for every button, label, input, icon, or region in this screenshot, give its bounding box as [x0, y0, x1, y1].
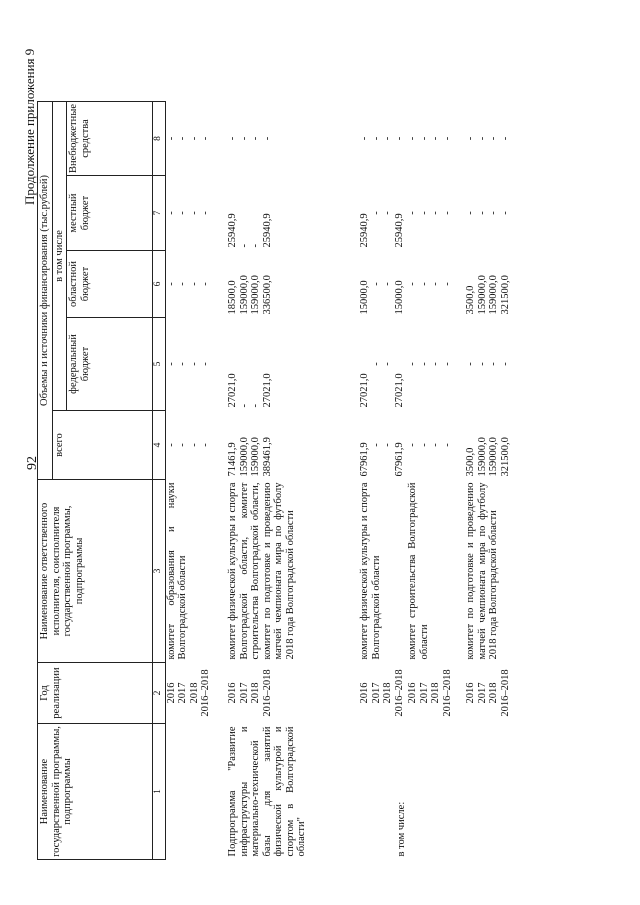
federal-values: 27021,0 - - 27021,0	[227, 373, 273, 408]
col-number: 3	[153, 480, 166, 663]
extra-values: - - - -	[359, 136, 405, 141]
total-values: 67961,9 - - 67961,9	[359, 442, 405, 477]
executor-cell: комитет физической культуры и спорта Волгоградской области, комитет строительства Волгоградской области, комитет по подготовке и проведению матчей чемпионата мира по футболу 2018 года Волгоградской области	[227, 482, 296, 660]
year-list: 2016 2017 2018 2016–2018	[465, 669, 511, 717]
header-local: местный бюджет	[67, 176, 153, 251]
table-row	[465, 102, 515, 860]
table-row	[165, 102, 227, 860]
header-program: Наименование государственной программы, подпрограммы	[38, 724, 153, 860]
col-number: 1	[153, 724, 166, 860]
regional-values: 18500,0 159000,0 159000,0 336500,0	[227, 275, 273, 315]
header-year: Год реализации	[38, 663, 153, 724]
total-values: - - - -	[165, 443, 211, 447]
local-values: - - - -	[407, 211, 453, 215]
extra-values: - - - -	[165, 136, 211, 141]
table-row	[227, 102, 359, 860]
local-values: 25940,9 - - 25940,9	[227, 213, 273, 248]
table-row	[407, 102, 465, 860]
federal-values: - - - -	[465, 362, 511, 366]
year-list: 2016 2017 2018 2016–2018	[227, 669, 273, 717]
col-number: 5	[153, 318, 166, 411]
table-row	[359, 102, 407, 860]
header-funding: Объемы и источники финансирования (тыс.рублей)	[38, 102, 53, 480]
local-values: - - - -	[165, 211, 211, 215]
total-values: 3500,0 159000,0 159000,0 321500,0	[465, 437, 511, 477]
federal-values: - - - -	[165, 362, 211, 366]
continuation-label: Продолжение приложения 9	[22, 48, 37, 205]
col-number: 7	[153, 176, 166, 251]
in-total-label: в том числе:	[395, 801, 407, 857]
regional-values: - - - -	[165, 282, 211, 286]
header-extra: Внебюджетные средства	[67, 102, 153, 176]
header-federal: федеральный бюджет	[67, 318, 153, 411]
executor-cell: комитет по подготовке и проведению матчей чемпионата мира по футболу 2018 года Волгоградской области	[465, 482, 499, 660]
year-list: 2016 2017 2018 2016–2018	[407, 669, 453, 717]
regional-values: 3500,0 159000,0 159000,0 321500,0	[465, 275, 511, 315]
federal-values: - - - -	[407, 362, 453, 366]
executor-cell: комитет физической культуры и спорта Волгоградской области	[359, 482, 382, 660]
col-number: 6	[153, 251, 166, 318]
col-number: 2	[153, 663, 166, 724]
local-values: 25940,9 - - 25940,9	[359, 211, 405, 248]
federal-values: 27021,0 - - 27021,0	[359, 362, 405, 408]
header-executor: Наименование ответственного исполнителя, соисполнителя государственной программы, подпрограммы	[38, 480, 153, 663]
executor-cell: комитет строительства Волгоградской области	[407, 482, 430, 660]
total-values: 71461,9 159000,0 159000,0 389461,9	[227, 437, 273, 477]
extra-values: - - - -	[407, 136, 453, 141]
regional-values: - - - -	[407, 282, 453, 286]
col-number: 8	[153, 102, 166, 176]
page-number: 92	[25, 456, 40, 470]
financing-table	[37, 101, 515, 860]
year-list: 2016 2017 2018 2016–2018	[359, 669, 405, 717]
executor-cell: комитет образования и науки Волгоградской области	[165, 482, 188, 660]
header-regional: областной бюджет	[67, 251, 153, 318]
local-values: - - - -	[465, 211, 511, 215]
header-including: в том числе	[52, 102, 67, 411]
regional-values: 15000,0 - - 15000,0	[359, 280, 405, 315]
year-list: 2016 2017 2018 2016–2018	[165, 669, 211, 717]
program-name: Подпрограмма "Развитие инфраструктуры и материально-технической базы для занятий физической культурой и спортом в Волгоградской области"	[227, 726, 307, 857]
total-values: - - - -	[407, 443, 453, 447]
extra-values: - - - -	[227, 136, 273, 141]
extra-values: - - - -	[465, 136, 511, 141]
header-total: всего	[52, 411, 153, 480]
col-number: 4	[153, 411, 166, 480]
